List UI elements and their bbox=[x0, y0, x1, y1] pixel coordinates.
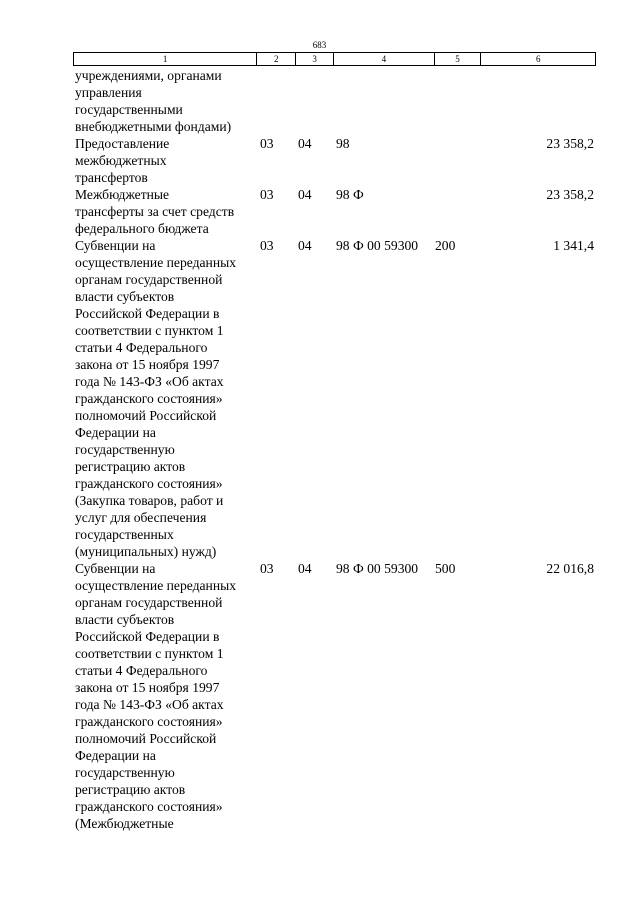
column-header-6: 6 bbox=[535, 54, 541, 64]
table-row bbox=[73, 135, 596, 186]
row-section: 03 bbox=[260, 187, 274, 202]
row-amount: 1 341,4 bbox=[553, 238, 594, 253]
row-amount bbox=[482, 67, 596, 135]
row-expense-type bbox=[435, 186, 482, 237]
row-amount: 22 016,8 bbox=[546, 561, 594, 576]
row-target-code: 98 bbox=[336, 136, 350, 151]
row-section: 03 bbox=[260, 238, 274, 253]
column-header-1: 1 bbox=[74, 53, 257, 65]
row-amount: 23 358,2 bbox=[546, 187, 594, 202]
row-amount: 23 358,2 bbox=[546, 136, 594, 151]
table-row bbox=[73, 67, 596, 135]
table-row bbox=[73, 186, 596, 237]
row-name: учреждениями, органами управления государственными внебюджетными фондами) bbox=[75, 68, 232, 134]
column-header-2: 2 bbox=[257, 53, 296, 65]
table-row bbox=[73, 237, 596, 560]
row-expense-type bbox=[435, 135, 482, 186]
row-name: Субвенции на осуществление переданных органам государственной власти субъектов Российской Федерации в соответствии с пунктом 1 статьи 4 Федерального закона от 15 ноября 1997 года № 143-ФЗ «Об актах гражданского состояния» полномочий Российской Федерации на государственную регистрацию актов гражданского состояния» (Закупка товаров, работ и услуг для обеспечения государственных (муниципальных) нужд) bbox=[75, 238, 237, 559]
row-expense-type: 200 bbox=[435, 238, 456, 253]
row-target-code bbox=[334, 67, 435, 135]
table-body bbox=[73, 67, 596, 832]
row-section: 03 bbox=[260, 561, 274, 576]
row-name: Субвенции на осуществление переданных органам государственной власти субъектов Российской Федерации в соответствии с пунктом 1 статьи 4 Федерального закона от 15 ноября 1997 года № 143-ФЗ «Об актах гражданского состояния» полномочий Российской Федерации на государственную регистрацию актов гражданского состояния» (Межбюджетные bbox=[75, 561, 237, 831]
table-header bbox=[73, 52, 596, 66]
row-target-code: 98 Ф 00 59300 bbox=[336, 238, 419, 253]
column-header-5: 5 bbox=[435, 53, 482, 65]
row-section bbox=[257, 67, 296, 135]
row-subsection: 04 bbox=[298, 136, 312, 151]
row-expense-type: 500 bbox=[435, 561, 456, 576]
row-subsection bbox=[296, 67, 334, 135]
row-subsection: 04 bbox=[298, 187, 312, 202]
row-subsection: 04 bbox=[298, 561, 312, 576]
row-name: Предоставление межбюджетных трансфертов bbox=[75, 136, 170, 185]
column-header-4: 4 bbox=[334, 53, 435, 65]
page-number: 683 bbox=[312, 40, 327, 50]
row-expense-type bbox=[435, 67, 482, 135]
column-header-3: 3 bbox=[296, 53, 334, 65]
table-row bbox=[73, 560, 596, 832]
row-section: 03 bbox=[260, 136, 274, 151]
row-name: Межбюджетные трансферты за счет средств федерального бюджета bbox=[75, 187, 235, 236]
row-target-code: 98 Ф bbox=[336, 187, 364, 202]
row-target-code: 98 Ф 00 59300 bbox=[336, 561, 419, 576]
row-subsection: 04 bbox=[298, 238, 312, 253]
